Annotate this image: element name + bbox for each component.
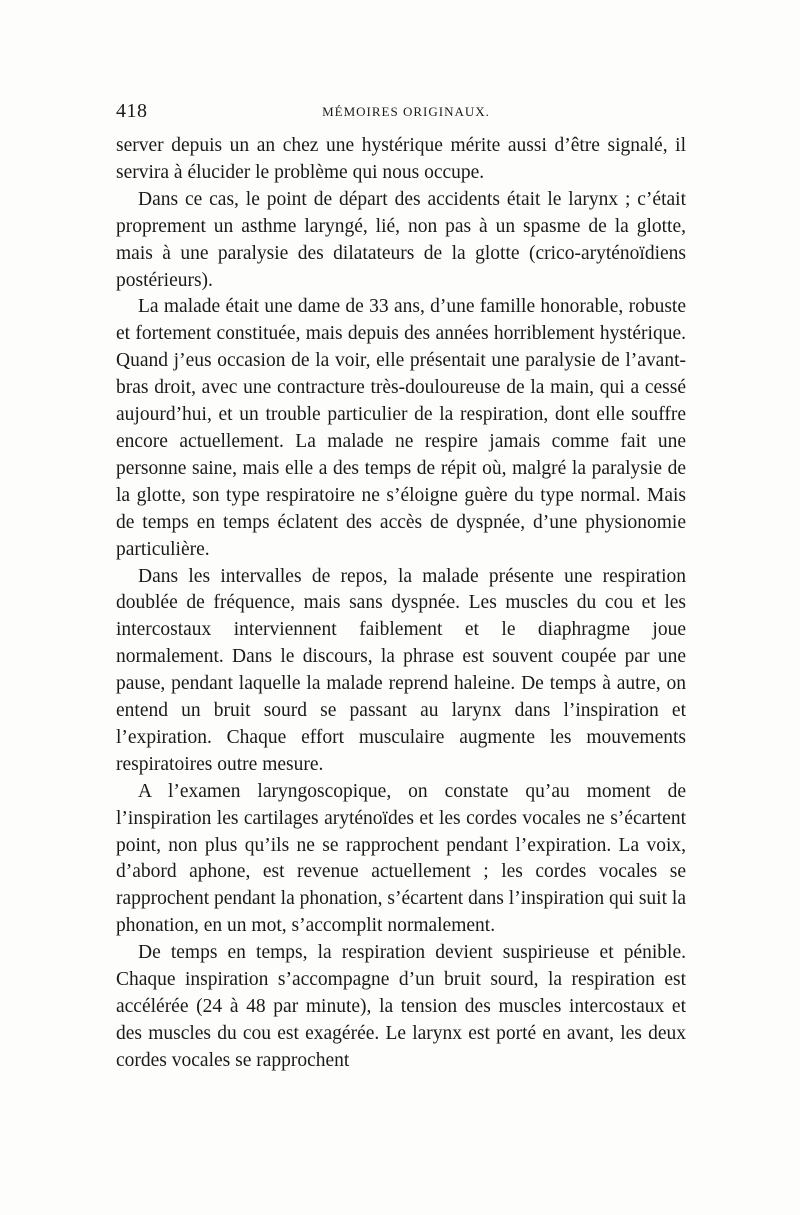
paragraph: Dans ce cas, le point de départ des accidents était le larynx ; c’était proprement un asthme laryngé, lié, non pas à un spasme de la glotte, mais à une paralysie des dilatateurs de la glotte (crico-aryténoïdiens postérieurs). [116,188,686,291]
paragraph-continuation: server depuis un an chez une hystérique mérite aussi d’être signalé, il servira à élucider le problème qui nous occupe. [116,135,686,183]
paragraph: De temps en temps, la respiration devient suspirieuse et pénible. Chaque inspiration s’accompagne d’un bruit sourd, la respiration est accélérée (24 à 48 par minute), la tension des muscles intercostaux et des muscles du cou est exagérée. Le larynx est porté en avant, les deux cordes vocales se rapprochent [116,942,686,1071]
paragraph: La malade était une dame de 33 ans, d’une famille honorable, robuste et fortement constituée, mais depuis des années horriblement hystérique. Quand j’eus occasion de la voir, elle présentait une paralysie de l’avant-bras droit, avec une contracture très-douloureuse de la main, qui a cessé aujourd’hui, et un trouble particulier de la respiration, dont elle souffre encore actuellement. La malade ne respire jamais comme fait une personne saine, mais elle a des temps de répit où, malgré la paralysie de la glotte, son type respiratoire ne s’éloigne guère du type normal. Mais de temps en temps éclatent des accès de dyspnée, d’une physionomie particulière. [116,296,686,560]
paragraph: A l’examen laryngoscopique, on constate qu’au moment de l’inspiration les cartilages aryténoïdes et les cordes vocales ne s’écartent point, non plus qu’ils ne se rapprochent pendant l’expiration. La voix, d’abord aphone, est revenue actuellement ; les cordes vocales se rapprochent pendant la phonation, s’écartent dans l’inspiration qui suit la phonation, en un mot, s’accomplit normalement. [116,780,686,937]
body-text [116,133,686,1075]
paragraph: Dans les intervalles de repos, la malade présente une respiration doublée de fréquence, mais sans dyspnée. Les muscles du cou et les intercostaux interviennent faiblement et le diaphragme joue normalement. Dans le discours, la phrase est souvent coupée par une pause, pendant laquelle la malade reprend haleine. De temps à autre, on entend un bruit sourd se passant au larynx dans l’inspiration et l’expiration. Chaque effort musculaire augmente les mouvements respiratoires outre mesure. [116,565,686,775]
page-number: 418 [116,100,148,122]
page-header [116,100,696,124]
running-head: MÉMOIRES ORIGINAUX. [322,104,490,119]
